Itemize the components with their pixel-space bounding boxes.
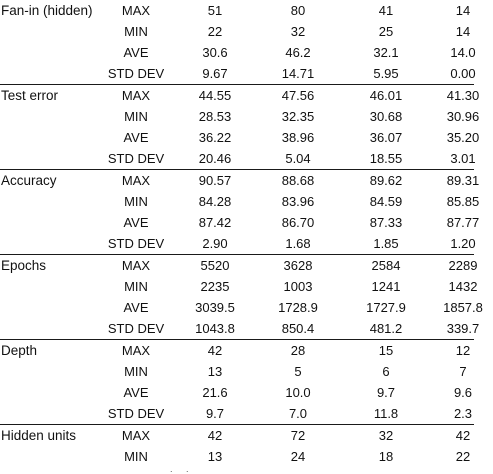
table-row — [0, 446, 474, 467]
table-cell: 32.35 — [281, 109, 315, 124]
metric-label: Depth — [1, 343, 38, 358]
table-cell: 12 — [455, 343, 471, 358]
table-cell: 18.55 — [369, 151, 403, 166]
table-cell: 2235 — [200, 279, 230, 294]
table-cell: 1432 — [448, 279, 478, 294]
table-cell: 2584 — [371, 258, 401, 273]
table-cell: 1043.8 — [195, 321, 235, 336]
table-cell: 87.33 — [369, 215, 403, 230]
table-row — [0, 382, 474, 403]
table-cell: 25 — [378, 24, 394, 39]
table-cell: 30.96 — [446, 109, 480, 124]
table-cell: 1.20 — [450, 236, 476, 251]
stat-label: MAX — [121, 88, 151, 103]
table-cell: 13 — [207, 449, 223, 464]
table-row — [0, 63, 474, 84]
table-cell: 85.85 — [446, 194, 480, 209]
table-cell: 5.04 — [285, 151, 311, 166]
table-cell: 7.0 — [288, 406, 308, 421]
table-cell: 32 — [378, 428, 394, 443]
stat-label: MAX — [121, 173, 151, 188]
stat-label: AVE — [123, 130, 149, 145]
stat-label: AVE — [123, 300, 149, 315]
table-row — [0, 233, 474, 254]
table-cell: 22 — [207, 24, 223, 39]
table-row — [0, 297, 483, 318]
stat-label: AVE — [123, 385, 149, 400]
stat-label: STD DEV — [107, 406, 165, 421]
stat-label: AVE — [123, 45, 149, 60]
metric-group — [0, 169, 480, 254]
table-cell: 14 — [455, 24, 471, 39]
metric-label: Accuracy — [1, 173, 57, 188]
table-row — [0, 127, 480, 148]
table-cell: 87.77 — [446, 215, 480, 230]
table-cell: 22 — [455, 449, 471, 464]
stat-label: MIN — [124, 364, 148, 379]
table-cell: 850.4 — [281, 321, 315, 336]
table-cell: 5 — [294, 364, 302, 379]
table-cell: 36.07 — [369, 130, 403, 145]
table-cell: 46.01 — [369, 88, 403, 103]
table-cell: 18 — [378, 449, 394, 464]
table-cell: 0.00 — [450, 66, 476, 81]
metric-group — [0, 424, 474, 467]
table-row — [0, 361, 474, 382]
table-cell: 3628 — [283, 258, 313, 273]
metric-group — [0, 254, 483, 339]
stat-label: STD DEV — [107, 321, 165, 336]
table-row — [0, 42, 474, 63]
table-cell: 1727.9 — [366, 300, 406, 315]
table-cell: 339.7 — [446, 321, 480, 336]
table-cell: 14 — [455, 3, 471, 18]
table-cell: 28.53 — [198, 109, 232, 124]
table-cell: 7 — [459, 364, 467, 379]
table-row — [0, 85, 480, 106]
table-cell: 2.3 — [453, 406, 473, 421]
stat-label: MIN — [124, 279, 148, 294]
table-row — [0, 276, 478, 297]
stat-label: MIN — [124, 449, 148, 464]
table-row — [0, 425, 474, 446]
table-cell: 14.0 — [450, 45, 476, 60]
table-cell: 3.01 — [450, 151, 476, 166]
table-cell: 14.71 — [281, 66, 315, 81]
stat-label: AVE — [123, 215, 149, 230]
table-cell: 481.2 — [369, 321, 403, 336]
table-cell: 9.67 — [202, 66, 228, 81]
table-cell: 21.6 — [202, 385, 228, 400]
table-cell: 88.68 — [281, 173, 315, 188]
stat-label: MAX — [121, 3, 151, 18]
table-cell: 32.1 — [373, 45, 399, 60]
table-cell: 90.57 — [198, 173, 232, 188]
table-row — [0, 170, 480, 191]
table-cell: 1728.9 — [278, 300, 318, 315]
table-cell: 42 — [207, 428, 223, 443]
stat-label: MIN — [124, 194, 148, 209]
table-cell: 13 — [207, 364, 223, 379]
table-cell: 1003 — [283, 279, 313, 294]
metric-label: Hidden units — [1, 428, 77, 443]
table-cell: 10.0 — [285, 385, 311, 400]
table-cell: 24 — [290, 449, 306, 464]
table-row — [0, 0, 474, 21]
stat-label: STD DEV — [107, 151, 165, 166]
table-row — [0, 148, 474, 169]
table-cell: 9.6 — [453, 385, 473, 400]
table-cell: 1241 — [371, 279, 401, 294]
stat-label: MIN — [124, 24, 148, 39]
table-cell: 46.2 — [285, 45, 311, 60]
table-row — [0, 191, 480, 212]
table-cell: 72 — [290, 428, 306, 443]
table-cell: 35.20 — [446, 130, 480, 145]
table-cell: 38.96 — [281, 130, 315, 145]
table-cell: 1.68 — [285, 236, 311, 251]
table-cell: 41.30 — [446, 88, 480, 103]
stat-label: MAX — [121, 343, 151, 358]
table-row — [0, 403, 474, 424]
table-cell: 47.56 — [281, 88, 315, 103]
stat-label: MAX — [121, 258, 151, 273]
table-cell: 2289 — [448, 258, 478, 273]
metric-group — [0, 84, 480, 169]
table-cell: 83.96 — [281, 194, 315, 209]
metric-label: Test error — [1, 88, 59, 103]
table-cell: 84.28 — [198, 194, 232, 209]
table-row — [0, 340, 474, 361]
table-cell: 9.7 — [376, 385, 396, 400]
stat-label: STD DEV — [107, 66, 165, 81]
table-cell: 11.8 — [373, 406, 399, 421]
table-row — [0, 106, 480, 127]
cropped-row-fragment: . . — [170, 464, 189, 474]
stat-label: STD DEV — [107, 236, 165, 251]
metric-group — [0, 0, 474, 84]
table-cell: 89.31 — [446, 173, 480, 188]
table-cell: 3039.5 — [195, 300, 235, 315]
table-cell: 5520 — [200, 258, 230, 273]
metric-label: Epochs — [1, 258, 47, 273]
table-cell: 86.70 — [281, 215, 315, 230]
table-cell: 1.85 — [373, 236, 399, 251]
table-cell: 6 — [382, 364, 390, 379]
table-cell: 89.62 — [369, 173, 403, 188]
table-row — [0, 212, 480, 233]
table-cell: 1857.8 — [443, 300, 483, 315]
table-cell: 30.68 — [369, 109, 403, 124]
table-cell: 32 — [290, 24, 306, 39]
table-row — [0, 21, 474, 42]
stat-label: MIN — [124, 109, 148, 124]
table-cell: 5.95 — [373, 66, 399, 81]
metric-label: Fan-in (hidden) — [1, 3, 93, 18]
table-cell: 51 — [207, 3, 223, 18]
table-cell: 9.7 — [205, 406, 225, 421]
table-cell: 42 — [207, 343, 223, 358]
table-cell: 20.46 — [198, 151, 232, 166]
table-cell: 2.90 — [202, 236, 228, 251]
table-cell: 36.22 — [198, 130, 232, 145]
stat-label: MAX — [121, 428, 151, 443]
table-cell: 84.59 — [369, 194, 403, 209]
table-cell: 15 — [378, 343, 394, 358]
table-row — [0, 318, 480, 339]
table-cell: 28 — [290, 343, 306, 358]
table-cell: 44.55 — [198, 88, 232, 103]
table-cell: 41 — [378, 3, 394, 18]
table-cell: 87.42 — [198, 215, 232, 230]
table-cell: 80 — [290, 3, 306, 18]
table-cell: 30.6 — [202, 45, 228, 60]
table-cell: 42 — [455, 428, 471, 443]
metric-group — [0, 339, 474, 424]
table-row — [0, 255, 478, 276]
